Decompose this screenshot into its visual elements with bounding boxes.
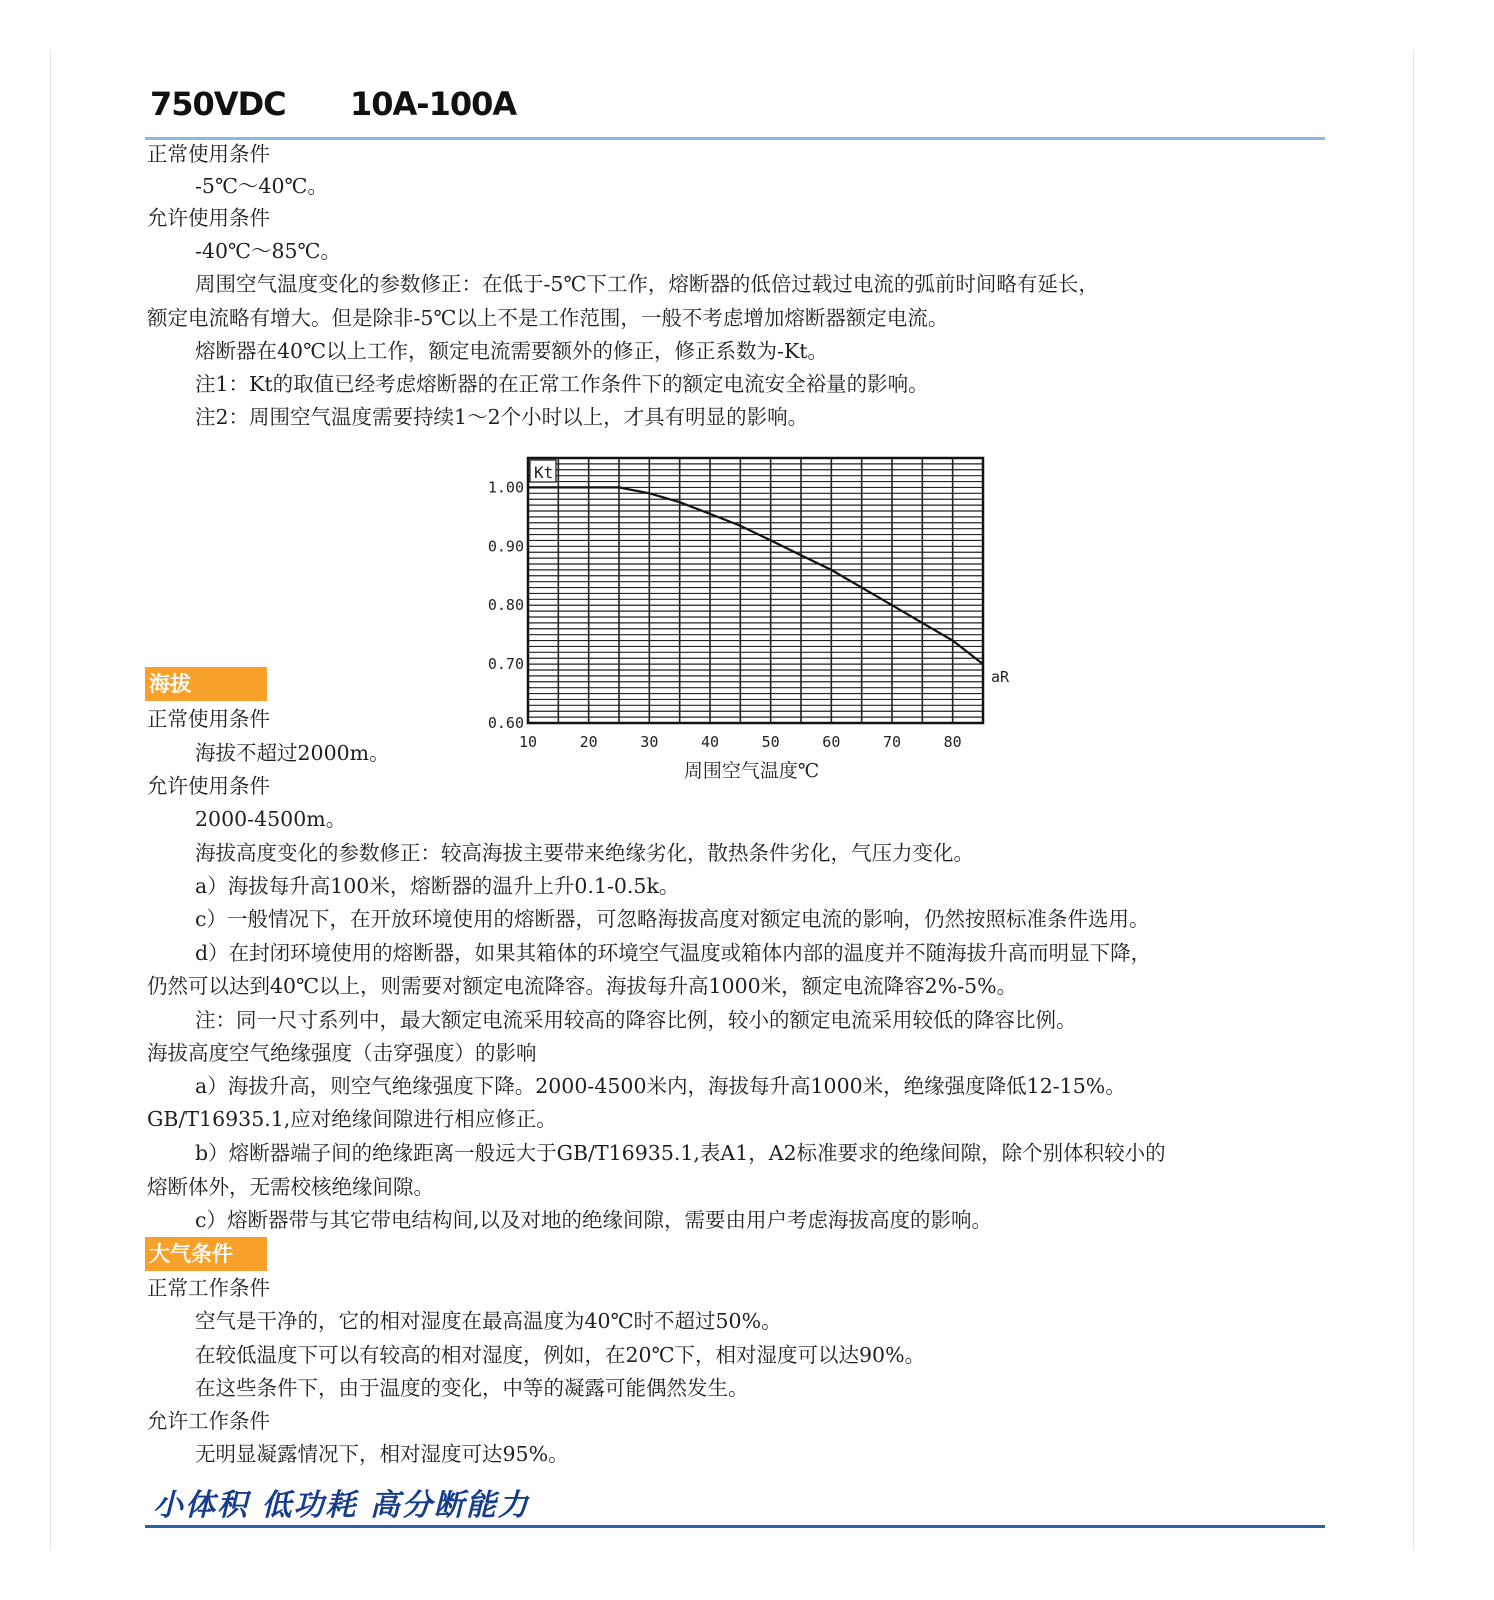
alt-item-d-line1: d）在封闭环境使用的熔断器，如果其箱体的环境空气温度或箱体内部的温度并不随海拔升高而明显下降， [195,941,1152,965]
header-rule [145,137,1325,140]
atmosphere-heading: 大气条件 [145,1237,267,1271]
temp-allowed-label: 允许使用条件 [147,206,270,230]
header-voltage: 750VDC [150,85,286,123]
page-header [150,85,517,123]
atm-allowed-label: 允许工作条件 [147,1409,270,1433]
alt-para1: 海拔高度变化的参数修正：较高海拔主要带来绝缘劣化，散热条件劣化，气压力变化。 [195,841,974,865]
temp-allowed-value: -40℃～85℃。 [195,239,341,263]
alt-ins-a-line1: a）海拔升高，则空气绝缘强度下降。2000-4500米内，海拔每升高1000米，绝缘强度降低12-15%。 [195,1074,1126,1098]
alt-item-c: c）一般情况下，在开放环境使用的熔断器，可忽略海拔高度对额定电流的影响，仍然按照标准条件选用。 [195,907,1150,931]
temp-normal-label: 正常使用条件 [147,142,270,166]
alt-item-a: a）海拔每升高100米，熔断器的温升上升0.1-0.5k。 [195,874,680,898]
kt-derating-chart [475,450,1010,790]
chart-x-tick-label: 70 [882,733,902,751]
atm-line3: 在这些条件下，由于温度的变化，中等的凝露可能偶然发生。 [195,1376,749,1400]
alt-item-d-line2: 仍然可以达到40℃以上，则需要对额定电流降容。海拔每升高1000米，额定电流降容2%-5%。 [147,974,1018,998]
atm-allowed-value: 无明显凝露情况下，相对湿度可达95%。 [195,1442,569,1466]
chart-frame [528,458,983,723]
page-left-edge [50,50,51,1550]
chart-ylabel: Kt [534,463,554,482]
chart-x-unit-label: aR [991,667,1010,686]
temp-note1: 注1：Kt的取值已经考虑熔断器的在正常工作条件下的额定电流安全裕量的影响。 [195,372,929,396]
chart-x-tick-label: 60 [822,733,841,751]
temp-para2: 熔断器在40℃以上工作，额定电流需要额外的修正，修正系数为-Kt。 [195,339,828,363]
chart-y-tick-label: 0.60 [487,714,524,732]
atm-line1: 空气是干净的，它的相对湿度在最高温度为40℃时不超过50%。 [195,1309,782,1333]
alt-allowed-value: 2000-4500m。 [195,807,347,831]
alt-normal-value: 海拔不超过2000m。 [195,741,390,765]
alt-ins-c: c）熔断器带与其它带电结构间,以及对地的绝缘间隙，需要由用户考虑海拔高度的影响。 [195,1208,992,1232]
alt-normal-label: 正常使用条件 [147,707,270,731]
alt-ins-a-line2: GB/T16935.1,应对绝缘间隙进行相应修正。 [147,1107,557,1131]
chart-y-tick-label: 0.80 [487,596,524,615]
page-right-edge [1413,50,1414,1550]
chart-y-tick-label: 0.90 [487,537,524,556]
document-page [145,85,1325,1575]
chart-x-tick-label: 50 [761,733,780,751]
alt-ins-b-line2: 熔断体外，无需校核绝缘间隙。 [147,1175,434,1199]
temp-normal-value: -5℃～40℃。 [195,174,328,198]
alt-allowed-label: 允许使用条件 [147,774,270,798]
chart-x-tick-label: 30 [640,733,659,751]
chart-x-tick-label: 20 [579,733,598,751]
temp-note2: 注2：周围空气温度需要持续1～2个小时以上，才具有明显的影响。 [195,405,809,429]
temp-para1-line2: 额定电流略有增大。但是除非-5℃以上不是工作范围，一般不考虑增加熔断器额定电流。 [147,306,949,330]
chart-y-tick-label: 0.70 [487,655,524,674]
chart-x-tick-label: 80 [943,733,962,751]
chart-y-tick-label: 1.00 [487,478,524,497]
chart-x-tick-label: 40 [700,733,720,751]
altitude-heading: 海拔 [145,667,267,701]
atm-normal-label: 正常工作条件 [147,1276,270,1300]
footer-slogan: 小体积 低功耗 高分断能力 [153,1488,530,1523]
header-current-range: 10A-100A [350,85,517,123]
footer-rule [145,1525,1325,1528]
chart-xlabel: 周围空气温度℃ [683,760,820,782]
atm-line2: 在较低温度下可以有较高的相对湿度，例如，在20℃下，相对湿度可以达90%。 [195,1343,926,1367]
chart-x-tick-label: 10 [518,733,538,751]
alt-ins-b-line1: b）熔断器端子间的绝缘距离一般远大于GB/T16935.1,表A1，A2标准要求的绝缘间隙，除个别体积较小的 [195,1141,1166,1165]
temp-para1-line1: 周围空气温度变化的参数修正：在低于-5℃下工作，熔断器的低倍过载过电流的弧前时间略有延长， [195,272,1099,296]
alt-insulation-heading: 海拔高度空气绝缘强度（击穿强度）的影响 [147,1041,537,1065]
alt-note: 注：同一尺寸系列中，最大额定电流采用较高的降容比例，较小的额定电流采用较低的降容比例。 [195,1008,1077,1032]
